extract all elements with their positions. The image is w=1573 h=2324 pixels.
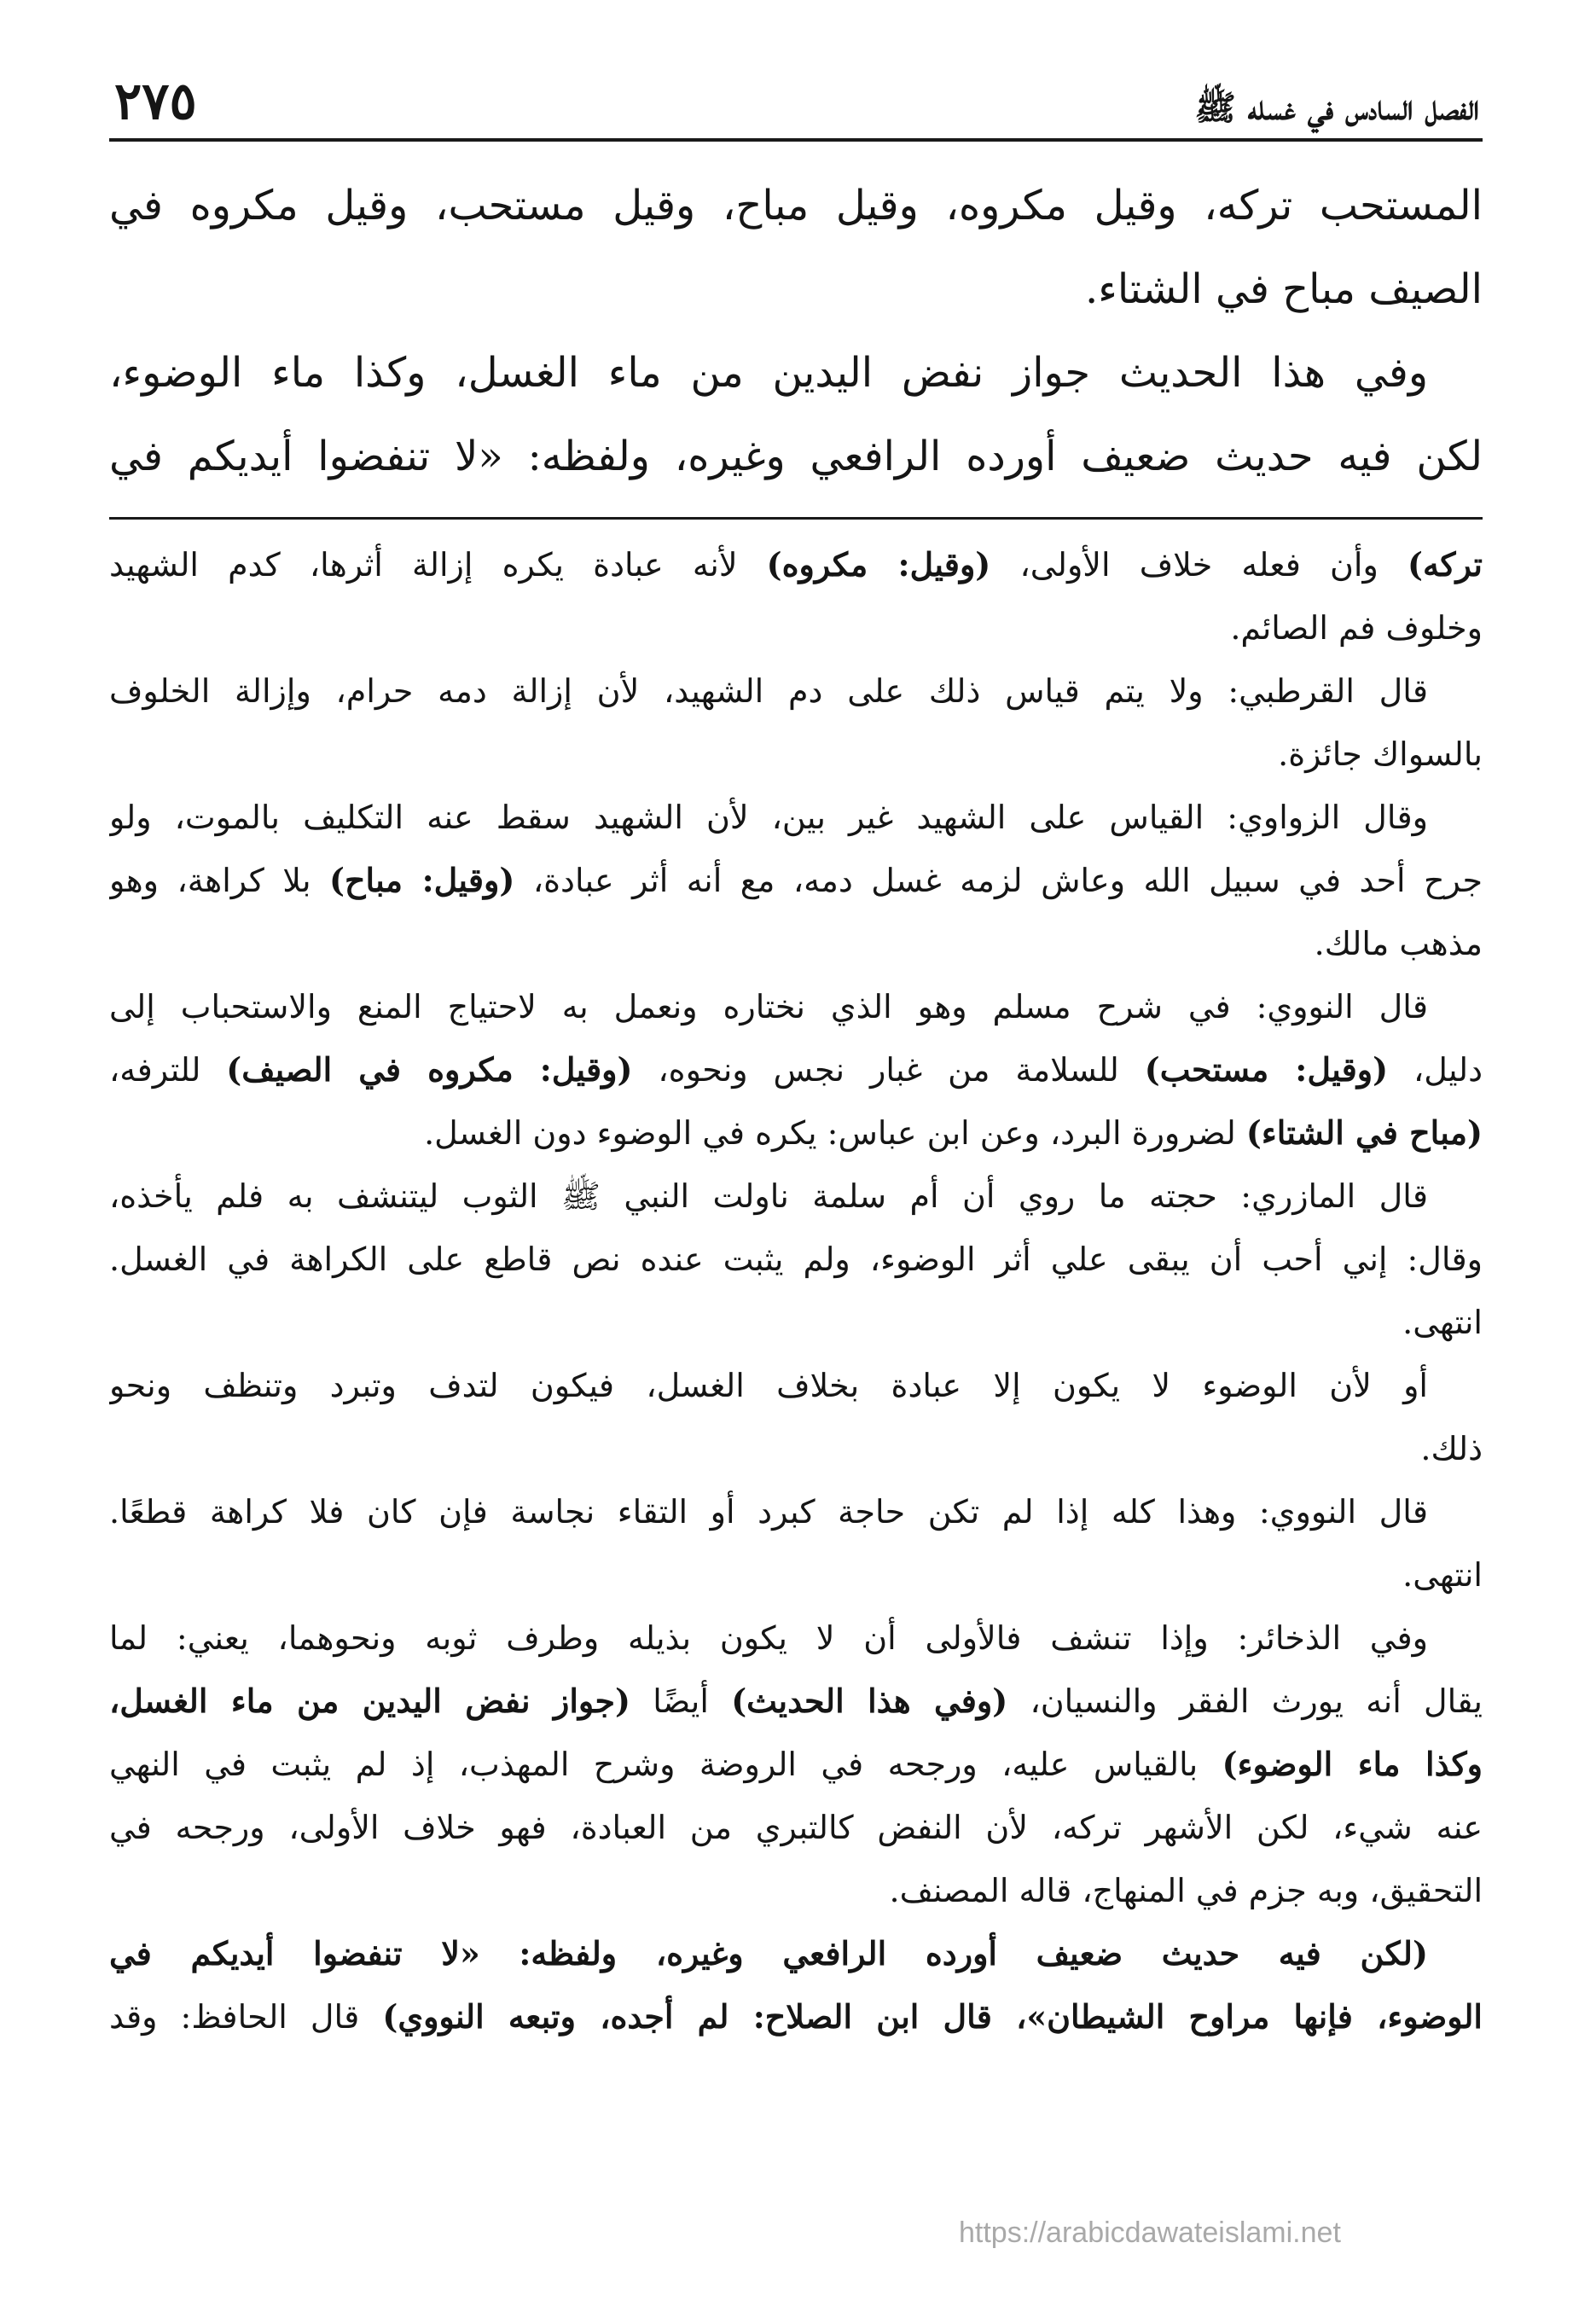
commentary-line: قال النووي: وهذا كله إذا لم تكن حاجة كبرد أو التقاء نجاسة فإن كان فلا كراهة قطعًا. [109, 1493, 1428, 1531]
bold-phrase: (جواز نفض اليدين من ماء الغسل، [109, 1682, 630, 1720]
main-text-line: الصيف مباح في الشتاء. [1084, 265, 1483, 313]
text-run: وأن فعله خلاف الأولى، [990, 546, 1408, 584]
commentary-line: ذلك. [1420, 1430, 1483, 1467]
commentary-line: التحقيق، وبه جزم في المنهاج، قاله المصنف. [889, 1872, 1483, 1909]
commentary-line: انتهى. [1402, 1556, 1483, 1594]
bold-phrase: (وفي هذا الحديث) [731, 1682, 1008, 1720]
commentary-line: قال المازري: حجته ما روي أن أم سلمة ناولت النبي ﷺ الثوب ليتنشف به فلم يأخذه، [109, 1177, 1428, 1215]
text-run: للترفه، [109, 1051, 227, 1089]
divider-rule [109, 517, 1483, 520]
commentary-line [109, 533, 1483, 596]
text-run: لضرورة البرد، وعن ابن عباس: يكره في الوضوء دون الغسل. [424, 1114, 1246, 1152]
commentary-line: أو لأن الوضوء لا يكون إلا عبادة بخلاف الغسل، فيكون لتدف وتبرد وتنظف ونحو [109, 1367, 1428, 1404]
commentary-line [109, 1038, 1483, 1101]
text-run: بالقياس عليه، ورجحه في الروضة وشرح المهذب، إذ لم يثبت في النهي [109, 1746, 1222, 1783]
text-run: يقال أنه يورث الفقر والنسيان، [1007, 1682, 1483, 1720]
main-text-line: المستحب تركه، وقيل مكروه، وقيل مباح، وقيل مستحب، وقيل مكروه في [109, 182, 1483, 229]
text-run: لأنه عبادة يكره إزالة أثرها، كدم الشهيد [109, 546, 767, 584]
bold-phrase: (وقيل: مكروه في الصيف) [226, 1050, 633, 1089]
bold-phrase: تركه) [1408, 545, 1483, 584]
main-text-line: لكن فيه حديث ضعيف أورده الرافعي وغيره، ولفظه: «لا تنفضوا أيديكم في [109, 433, 1483, 480]
bold-phrase: وكذا ماء الوضوء) [1222, 1745, 1483, 1783]
commentary-line: وفي الذخائر: وإذا تنشف فالأولى أن لا يكون بذيله وطرف ثوبه ونحوهما، يعني: لما [109, 1619, 1428, 1657]
commentary-line: بالسواك جائزة. [1278, 735, 1483, 773]
text-run: أيضًا [630, 1682, 732, 1720]
text-run: جرح أحد في سبيل الله وعاش لزمه غسل دمه، مع أنه أثر عبادة، [514, 862, 1483, 899]
commentary-line: قال النووي: في شرح مسلم وهو الذي نختاره ونعمل به لاحتياج المنع والاستحباب إلى [109, 988, 1428, 1025]
commentary-line: مذهب مالك. [1314, 925, 1483, 962]
commentary-line: قال القرطبي: ولا يتم قياس ذلك على دم الشهيد، لأن إزالة دمه حرام، وإزالة الخلوف [109, 672, 1428, 710]
commentary-line [109, 1733, 1483, 1796]
page-header [109, 68, 1483, 142]
main-text-line: وفي هذا الحديث جواز نفض اليدين من ماء الغسل، وكذا ماء الوضوء، [109, 349, 1428, 397]
bold-phrase: (وقيل: مستحب) [1144, 1050, 1389, 1089]
commentary-line: انتهى. [1402, 1304, 1483, 1341]
bold-phrase: (وقيل: مباح) [329, 861, 515, 899]
text-run: بلا كراهة، وهو [109, 862, 330, 899]
text-run: دليل، [1388, 1051, 1483, 1089]
chapter-title: الفصل السادس في غسله ﷺ [1194, 88, 1479, 128]
commentary-line [109, 849, 1483, 912]
commentary-text [109, 533, 1483, 2048]
bold-phrase: (لكن فيه حديث ضعيف أورده الرافعي وغيره، ولفظه: «لا تنفضوا أيديكم في [109, 1934, 1428, 1972]
commentary-line [109, 1670, 1483, 1733]
bold-phrase: الوضوء، فإنها مراوح الشيطان»، قال ابن الصلاح: لم أجده، وتبعه النووي) [382, 1997, 1483, 2036]
commentary-line: عنه شيء، لكن الأشهر تركه، لأن النفض كالتبري من العبادة، فهو خلاف الأولى، ورجحه في [109, 1809, 1483, 1846]
book-page [109, 68, 1483, 2048]
commentary-line: وقال الزواوي: القياس على الشهيد غير بين، لأن الشهيد سقط عنه التكليف بالموت، ولو [109, 799, 1428, 836]
watermark-url: https://arabicdawateislami.net [959, 2217, 1341, 2249]
bold-phrase: (مباح في الشتاء) [1245, 1113, 1483, 1152]
commentary-line: وخلوف فم الصائم. [1230, 609, 1483, 647]
commentary-line: وقال: إني أحب أن يبقى علي أثر الوضوء، ولم يثبت عنده نص قاطع على الكراهة في الغسل. [109, 1240, 1483, 1278]
commentary-line [109, 1985, 1483, 2048]
bold-phrase: (وقيل: مكروه) [766, 545, 991, 584]
commentary-line [109, 1922, 1483, 1985]
text-run: قال الحافظ: وقد [109, 1998, 383, 2036]
commentary-line [109, 1101, 1483, 1165]
main-text [109, 164, 1483, 498]
page-number: ٢٧٥ [114, 72, 197, 131]
text-run: للسلامة من غبار نجس ونحوه، [632, 1051, 1145, 1089]
